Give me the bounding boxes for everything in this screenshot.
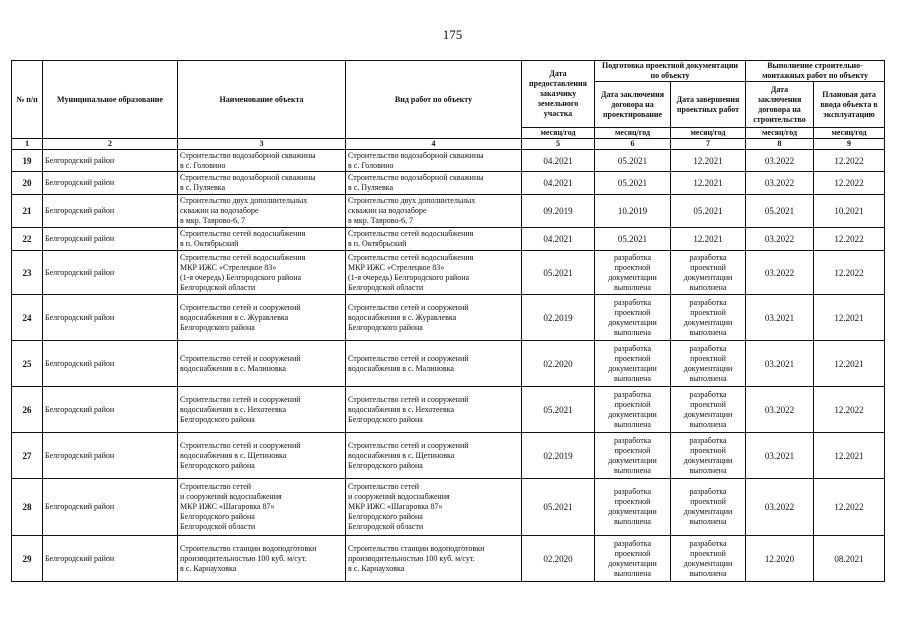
header-construction-contract: Дата заключения договора на строительство xyxy=(746,82,814,128)
row-number: 19 xyxy=(12,150,43,172)
object-name-cell: Строительство сетей водоснабжения МКР ИЖС «Стрелецкое 83» (1-я очередь) Белгородского района Белгородской области xyxy=(178,251,346,295)
design-contract-cell: разработка проектной документации выполнена xyxy=(595,341,671,387)
column-number: 1 xyxy=(12,139,43,150)
design-contract-cell: разработка проектной документации выполнена xyxy=(595,479,671,536)
row-number: 25 xyxy=(12,341,43,387)
municipality-cell: Белгородский район xyxy=(43,536,178,582)
commissioning-cell: 12.2022 xyxy=(814,172,885,195)
object-name-cell: Строительство сетей и сооружений водоснабжения в с. Нехотеевка Белгородского района xyxy=(178,387,346,433)
object-name-cell: Строительство сетей и сооружений водоснабжения в с. Журавлевка Белгородского района xyxy=(178,295,346,341)
column-number: 9 xyxy=(814,139,885,150)
date-provided-cell: 05.2021 xyxy=(522,387,595,433)
design-complete-cell: разработка проектной документации выполнена xyxy=(671,536,746,582)
design-contract-cell: 05.2021 xyxy=(595,172,671,195)
municipality-cell: Белгородский район xyxy=(43,150,178,172)
row-number: 23 xyxy=(12,251,43,295)
header-unit: месяц/год xyxy=(671,128,746,139)
work-type-cell: Строительство двух дополнительных скважин на водозаборе в мкр. Таврово-6, 7 xyxy=(346,195,522,228)
date-provided-cell: 04.2021 xyxy=(522,172,595,195)
table-row xyxy=(12,150,885,172)
header-unit: месяц/год xyxy=(814,128,885,139)
date-provided-cell: 02.2019 xyxy=(522,433,595,479)
table-row xyxy=(12,228,885,251)
design-complete-cell: разработка проектной документации выполнена xyxy=(671,295,746,341)
construction-contract-cell: 03.2022 xyxy=(746,387,814,433)
design-contract-cell: разработка проектной документации выполнена xyxy=(595,251,671,295)
header-unit: месяц/год xyxy=(746,128,814,139)
header-design-complete: Дата завершения проектных работ xyxy=(671,82,746,128)
construction-contract-cell: 03.2022 xyxy=(746,228,814,251)
column-number: 2 xyxy=(43,139,178,150)
design-complete-cell: разработка проектной документации выполнена xyxy=(671,433,746,479)
construction-contract-cell: 03.2021 xyxy=(746,433,814,479)
column-number: 4 xyxy=(346,139,522,150)
header-group-construction: Выполнение строительно-монтажных работ по объекту xyxy=(746,61,885,82)
commissioning-cell: 08.2021 xyxy=(814,536,885,582)
header-unit: месяц/год xyxy=(595,128,671,139)
table-row xyxy=(12,251,885,295)
construction-contract-cell: 03.2021 xyxy=(746,341,814,387)
object-name-cell: Строительство водозаборной скважины в с. Головино xyxy=(178,150,346,172)
object-name-cell: Строительство двух дополнительных скважин на водозаборе в мкр. Таврово-6, 7 xyxy=(178,195,346,228)
work-type-cell: Строительство водозаборной скважины в с. Пуляевка xyxy=(346,172,522,195)
table-row xyxy=(12,172,885,195)
object-name-cell: Строительство сетей водоснабжения в п. Октябрьский xyxy=(178,228,346,251)
construction-contract-cell: 05.2021 xyxy=(746,195,814,228)
commissioning-cell: 12.2021 xyxy=(814,295,885,341)
column-number: 6 xyxy=(595,139,671,150)
commissioning-cell: 12.2021 xyxy=(814,433,885,479)
commissioning-cell: 12.2022 xyxy=(814,228,885,251)
design-contract-cell: 10.2019 xyxy=(595,195,671,228)
column-number: 3 xyxy=(178,139,346,150)
design-contract-cell: разработка проектной документации выполнена xyxy=(595,536,671,582)
commissioning-cell: 12.2022 xyxy=(814,251,885,295)
page-number: 175 xyxy=(442,27,463,42)
column-number: 8 xyxy=(746,139,814,150)
municipality-cell: Белгородский район xyxy=(43,251,178,295)
design-complete-cell: 05.2021 xyxy=(671,195,746,228)
row-number: 29 xyxy=(12,536,43,582)
row-number: 27 xyxy=(12,433,43,479)
header-date-provided: Дата предоставления заказчику земельного участка xyxy=(522,61,595,128)
design-complete-cell: 12.2021 xyxy=(671,228,746,251)
design-complete-cell: разработка проектной документации выполнена xyxy=(671,387,746,433)
table-row xyxy=(12,433,885,479)
header-design-contract: Дата заключения договора на проектирование xyxy=(595,82,671,128)
construction-contract-cell: 12.2020 xyxy=(746,536,814,582)
header-unit: месяц/год xyxy=(522,128,595,139)
row-number: 28 xyxy=(12,479,43,536)
row-number: 24 xyxy=(12,295,43,341)
work-type-cell: Строительство сетей и сооружений водоснабжения МКР ИЖС «Шагаровка 87» Белгородского района Белгородской области xyxy=(346,479,522,536)
table-row xyxy=(12,195,885,228)
design-complete-cell: разработка проектной документации выполнена xyxy=(671,479,746,536)
design-contract-cell: разработка проектной документации выполнена xyxy=(595,295,671,341)
work-type-cell: Строительство сетей водоснабжения МКР ИЖС «Стрелецкое 83» (1-я очередь) Белгородского района Белгородской области xyxy=(346,251,522,295)
row-number: 22 xyxy=(12,228,43,251)
header-num: № п/п xyxy=(12,61,43,139)
work-type-cell: Строительство станции водоподготовки производительностью 100 куб. м/сут. в с. Карнауховка xyxy=(346,536,522,582)
commissioning-cell: 12.2022 xyxy=(814,479,885,536)
date-provided-cell: 04.2021 xyxy=(522,150,595,172)
design-contract-cell: 05.2021 xyxy=(595,228,671,251)
date-provided-cell: 04.2021 xyxy=(522,228,595,251)
header-group-design: Подготовка проектной документации по объекту xyxy=(595,61,746,82)
work-type-cell: Строительство сетей и сооружений водоснабжения в с. Щетиновка Белгородского района xyxy=(346,433,522,479)
design-complete-cell: разработка проектной документации выполнена xyxy=(671,341,746,387)
object-name-cell: Строительство сетей и сооружений водоснабжения в с. Щетиновка Белгородского района xyxy=(178,433,346,479)
object-name-cell: Строительство водозаборной скважины в с. Пуляевка xyxy=(178,172,346,195)
construction-contract-cell: 03.2022 xyxy=(746,150,814,172)
header-object-name: Наименование объекта xyxy=(178,61,346,139)
commissioning-cell: 10.2021 xyxy=(814,195,885,228)
construction-contract-cell: 03.2022 xyxy=(746,172,814,195)
table-row xyxy=(12,536,885,582)
table-row xyxy=(12,479,885,536)
object-name-cell: Строительство сетей и сооружений водоснабжения МКР ИЖС «Шагаровка 87» Белгородского района Белгородской области xyxy=(178,479,346,536)
table-row xyxy=(12,295,885,341)
date-provided-cell: 02.2020 xyxy=(522,341,595,387)
design-complete-cell: разработка проектной документации выполнена xyxy=(671,251,746,295)
design-complete-cell: 12.2021 xyxy=(671,150,746,172)
work-type-cell: Строительство сетей и сооружений водоснабжения в с. Нехотеевка Белгородского района xyxy=(346,387,522,433)
row-number: 26 xyxy=(12,387,43,433)
row-number: 20 xyxy=(12,172,43,195)
municipality-cell: Белгородский район xyxy=(43,228,178,251)
header-commissioning: Плановая дата ввода объекта в эксплуатацию xyxy=(814,82,885,128)
design-contract-cell: разработка проектной документации выполнена xyxy=(595,387,671,433)
row-number: 21 xyxy=(12,195,43,228)
municipality-cell: Белгородский район xyxy=(43,341,178,387)
object-name-cell: Строительство сетей и сооружений водоснабжения в с. Малиновка xyxy=(178,341,346,387)
object-name-cell: Строительство станции водоподготовки производительностью 100 куб. м/сут. в с. Карнауховка xyxy=(178,536,346,582)
date-provided-cell: 09.2019 xyxy=(522,195,595,228)
date-provided-cell: 05.2021 xyxy=(522,251,595,295)
municipality-cell: Белгородский район xyxy=(43,433,178,479)
design-contract-cell: разработка проектной документации выполнена xyxy=(595,433,671,479)
municipality-cell: Белгородский район xyxy=(43,172,178,195)
column-number: 7 xyxy=(671,139,746,150)
commissioning-cell: 12.2021 xyxy=(814,341,885,387)
construction-contract-cell: 03.2022 xyxy=(746,251,814,295)
date-provided-cell: 05.2021 xyxy=(522,479,595,536)
date-provided-cell: 02.2019 xyxy=(522,295,595,341)
municipality-cell: Белгородский район xyxy=(43,195,178,228)
header-municipality: Муниципальное образование xyxy=(43,61,178,139)
table-row xyxy=(12,341,885,387)
construction-contract-cell: 03.2022 xyxy=(746,479,814,536)
date-provided-cell: 02.2020 xyxy=(522,536,595,582)
work-type-cell: Строительство сетей и сооружений водоснабжения в с. Малиновка xyxy=(346,341,522,387)
design-contract-cell: 05.2021 xyxy=(595,150,671,172)
table-row xyxy=(12,387,885,433)
commissioning-cell: 12.2022 xyxy=(814,387,885,433)
work-type-cell: Строительство водозаборной скважины в с. Головино xyxy=(346,150,522,172)
header-work-type: Вид работ по объекту xyxy=(346,61,522,139)
municipality-cell: Белгородский район xyxy=(43,295,178,341)
commissioning-cell: 12.2022 xyxy=(814,150,885,172)
objects-table xyxy=(11,60,885,582)
work-type-cell: Строительство сетей водоснабжения в п. Октябрьский xyxy=(346,228,522,251)
municipality-cell: Белгородский район xyxy=(43,479,178,536)
municipality-cell: Белгородский район xyxy=(43,387,178,433)
column-numbers-row xyxy=(12,139,885,150)
design-complete-cell: 12.2021 xyxy=(671,172,746,195)
construction-contract-cell: 03.2021 xyxy=(746,295,814,341)
column-number: 5 xyxy=(522,139,595,150)
work-type-cell: Строительство сетей и сооружений водоснабжения в с. Журавлевка Белгородского района xyxy=(346,295,522,341)
